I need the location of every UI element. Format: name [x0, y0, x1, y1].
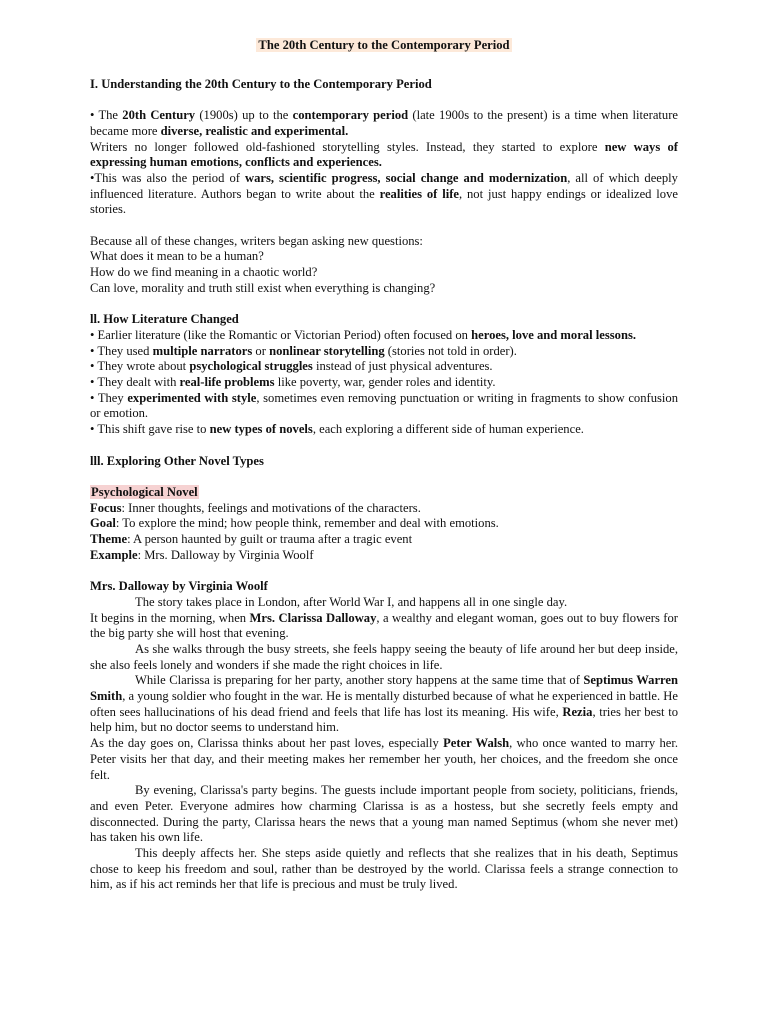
- section-2-heading: ll. How Literature Changed: [90, 312, 239, 327]
- question-3: Can love, morality and truth still exist when everything is changing?: [90, 280, 436, 295]
- dalloway-paragraph-7: This deeply affects her. She steps aside quietly and reflects that she realizes that in his death, Septimus chose to keep his freedom and soul, rather than be destroyed by the world. Clarissa feels a strange connection to him, as if his act reminds her that life is precious and must be truly lived.: [90, 846, 678, 892]
- dalloway-paragraph-4: While Clarissa is preparing for her party, another story happens at the same time that of Septimus Warren Smith, a young soldier who fought in the war. He is mentally disturbed because of what he experienced in battle. He often sees hallucinations of his dead friend and feels that life has lost its meaning. His wife, Rezia, tries her best to help him, but no doctor seems to understand him.: [90, 673, 678, 735]
- document-body: [90, 38, 678, 893]
- dalloway-paragraph-6: By evening, Clarissa's party begins. The guests include important people from society, politicians, friends, and even Peter. Everyone admires how charming Clarissa is as a hostess, but she secretly feels empty and disconnected. During the party, Clarissa hears the news that a young man named Septimus (whom she never met) has taken his own life.: [90, 783, 678, 845]
- dalloway-paragraph-1: The story takes place in London, after World War I, and happens all in one single day.: [135, 594, 568, 609]
- document-title: The 20th Century to the Contemporary Period: [258, 38, 510, 52]
- dalloway-paragraph-3: As she walks through the busy streets, she feels happy seeing the beauty of life around her but deep inside, she also feels lonely and wonders if she made the right choices in life.: [90, 641, 678, 672]
- dalloway-paragraph-5: As the day goes on, Clarissa thinks about her past loves, especially Peter Walsh, who once wanted to marry her. Peter visits her that day, and their meeting makes her remember her youth, her choices, and the freedom she once felt.: [90, 736, 678, 782]
- s1-paragraph-2: Writers no longer followed old-fashioned storytelling styles. Instead, they started to explore new ways of expressing human emotions, conflicts and experiences.: [90, 139, 678, 170]
- s2-bullet-3: • They wrote about psychological struggles instead of just physical adventures.: [90, 359, 493, 374]
- focus-line: Focus: Inner thoughts, feelings and motivations of the characters.: [90, 500, 421, 515]
- s1-paragraph-1: • The 20th Century (1900s) up to the contemporary period (late 1900s to the present) is a time when literature became more diverse, realistic and experimental.: [90, 108, 679, 138]
- s2-bullet-6: • This shift gave rise to new types of novels, each exploring a different side of human experience.: [90, 422, 584, 437]
- questions-intro: Because all of these changes, writers began asking new questions:: [90, 233, 423, 248]
- s2-bullet-2: • They used multiple narrators or nonlinear storytelling (stories not told in order).: [90, 343, 517, 358]
- section-1-heading: I. Understanding the 20th Century to the Contemporary Period: [90, 76, 432, 91]
- mrs-dalloway-heading: Mrs. Dalloway by Virginia Woolf: [90, 579, 268, 594]
- theme-line: Theme: A person haunted by guilt or trauma after a tragic event: [90, 532, 413, 547]
- section-3-heading: lll. Exploring Other Novel Types: [90, 453, 264, 468]
- s2-bullet-5: • They experimented with style, sometimes even removing punctuation or writing in fragments to show confusion or emotion.: [90, 390, 678, 421]
- question-1: What does it mean to be a human?: [90, 249, 264, 264]
- dalloway-paragraph-2: It begins in the morning, when Mrs. Clarissa Dalloway, a wealthy and elegant woman, goes out to buy flowers for the big party she will host that evening.: [90, 610, 678, 641]
- example-line: Example: Mrs. Dalloway by Virginia Woolf: [90, 547, 314, 562]
- question-2: How do we find meaning in a chaotic world?: [90, 265, 318, 280]
- s2-bullet-1: • Earlier literature (like the Romantic or Victorian Period) often focused on heroes, love and moral lessons.: [90, 327, 636, 342]
- s1-paragraph-3: •This was also the period of wars, scientific progress, social change and modernization, all of which deeply influenced literature. Authors began to write about the realities of life, not just happy endings or idealized love stories.: [90, 170, 678, 217]
- goal-line: Goal: To explore the mind; how people think, remember and deal with emotions.: [90, 516, 499, 531]
- psychological-novel-subheading: Psychological Novel: [91, 484, 198, 499]
- s2-bullet-4: • They dealt with real-life problems like poverty, war, gender roles and identity.: [90, 375, 496, 390]
